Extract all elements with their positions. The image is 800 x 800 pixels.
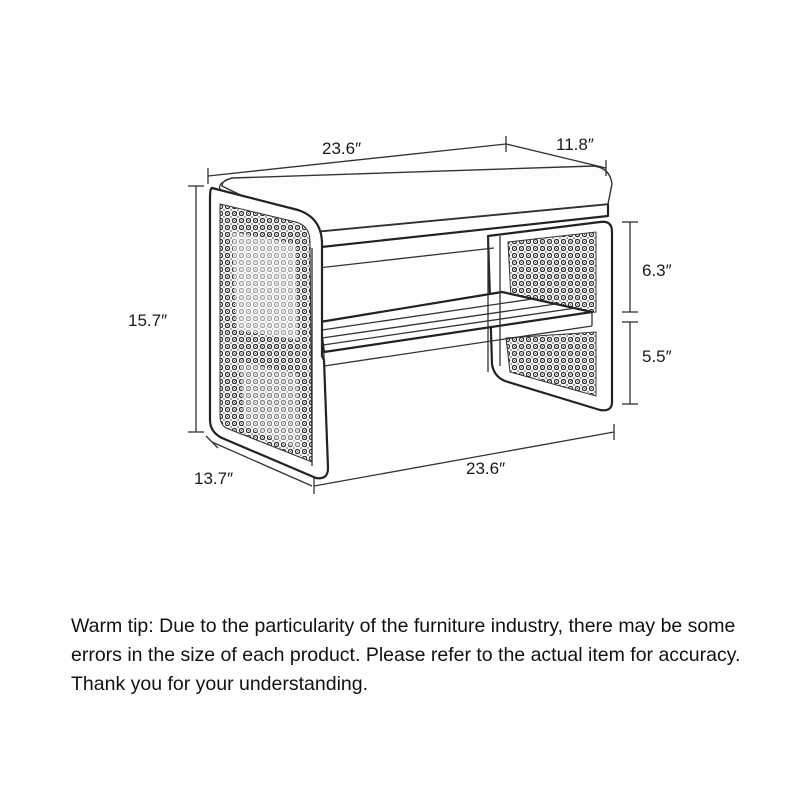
dim-upper-clearance: 6.3″ — [642, 261, 672, 280]
dim-base-width: 23.6″ — [466, 459, 506, 478]
dim-height: 15.7″ — [128, 311, 168, 330]
dim-lower-clearance: 5.5″ — [642, 347, 672, 366]
bench-illustration — [210, 166, 612, 478]
warm-tip-text: Warm tip: Due to the particularity of the furniture industry, there may be some errors in the size of each product. Please refer to the actual item for accuracy. Thank you for your understanding. — [71, 615, 741, 695]
dim-top-width: 23.6″ — [322, 139, 362, 158]
dim-top-depth: 11.8″ — [556, 135, 594, 154]
dim-base-depth: 13.7″ — [194, 469, 234, 488]
